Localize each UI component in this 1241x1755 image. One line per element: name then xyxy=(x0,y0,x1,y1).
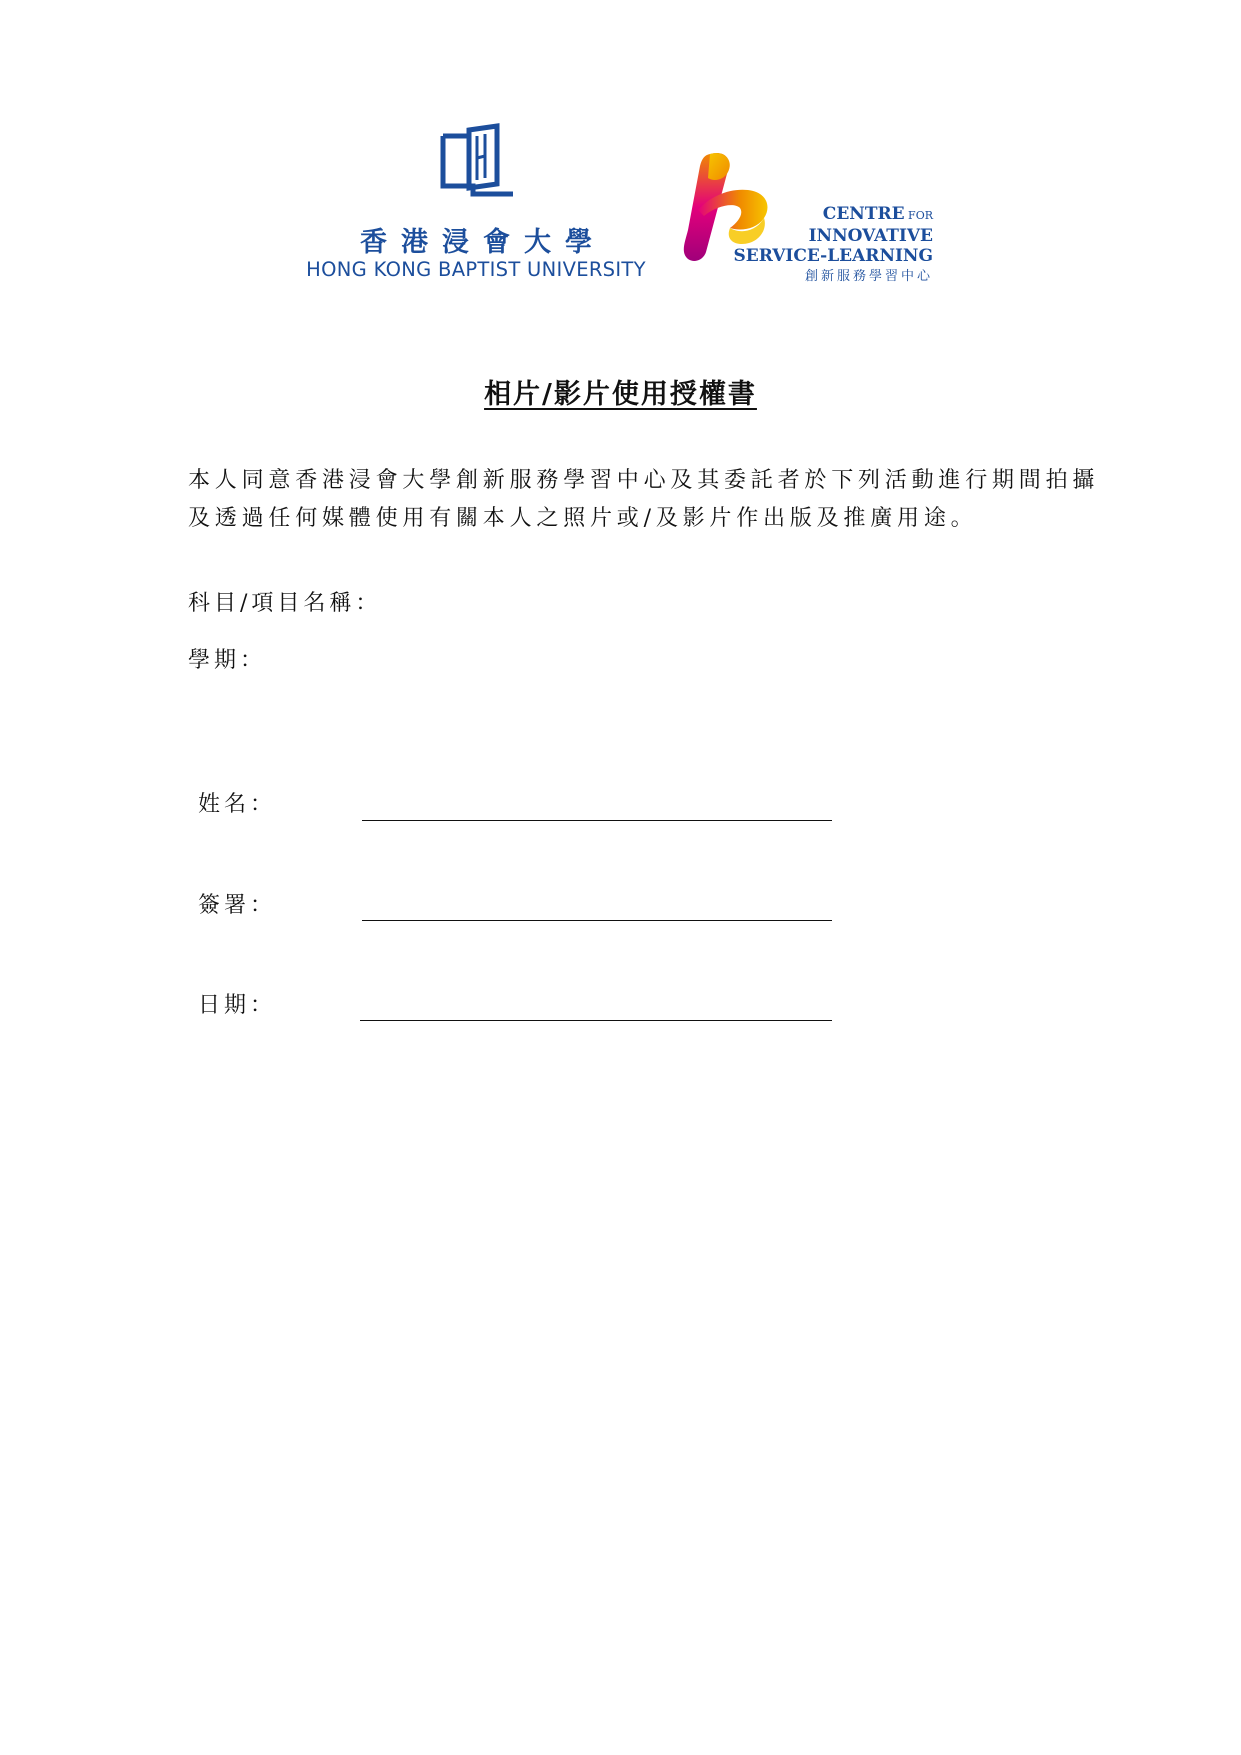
consent-line: 本人同意香港浸會大學創新服務學習中心及其委託者於下列活動進行期間拍攝 xyxy=(188,468,1100,493)
date-label: 日期： xyxy=(198,993,277,1018)
signature-line[interactable] xyxy=(362,920,832,921)
hkbu-emblem-icon xyxy=(439,122,517,202)
cisl-name-line-2: INNOVATIVE xyxy=(808,226,933,246)
name-label: 姓名： xyxy=(198,792,277,817)
hkbu-english-name: HONG KONG BAPTIST UNIVERSITY xyxy=(306,258,646,281)
subject-label: 科目/項目名稱： xyxy=(188,591,382,616)
consent-paragraph xyxy=(188,462,1100,538)
cisl-chinese-name: 創新服務學習中心 xyxy=(804,269,933,284)
document-title xyxy=(0,372,1241,411)
cisl-name xyxy=(733,204,933,287)
date-line[interactable] xyxy=(360,1020,832,1021)
hkbu-chinese-name: 香港浸會大學 xyxy=(360,227,606,258)
hkbu-logo xyxy=(306,118,646,284)
document-title-text: 相片/影片使用授權書 xyxy=(484,379,757,410)
consent-line: 及透過任何媒體使用有關本人之照片或/及影片作出版及推廣用途。 xyxy=(188,506,978,531)
name-line[interactable] xyxy=(362,820,832,821)
cisl-logo xyxy=(680,148,940,288)
signature-label: 簽署： xyxy=(198,893,277,918)
cisl-name-line-1: CENTRE FOR xyxy=(822,204,933,224)
cisl-name-line-3: SERVICE-LEARNING xyxy=(733,246,933,266)
semester-label: 學期： xyxy=(188,648,267,673)
